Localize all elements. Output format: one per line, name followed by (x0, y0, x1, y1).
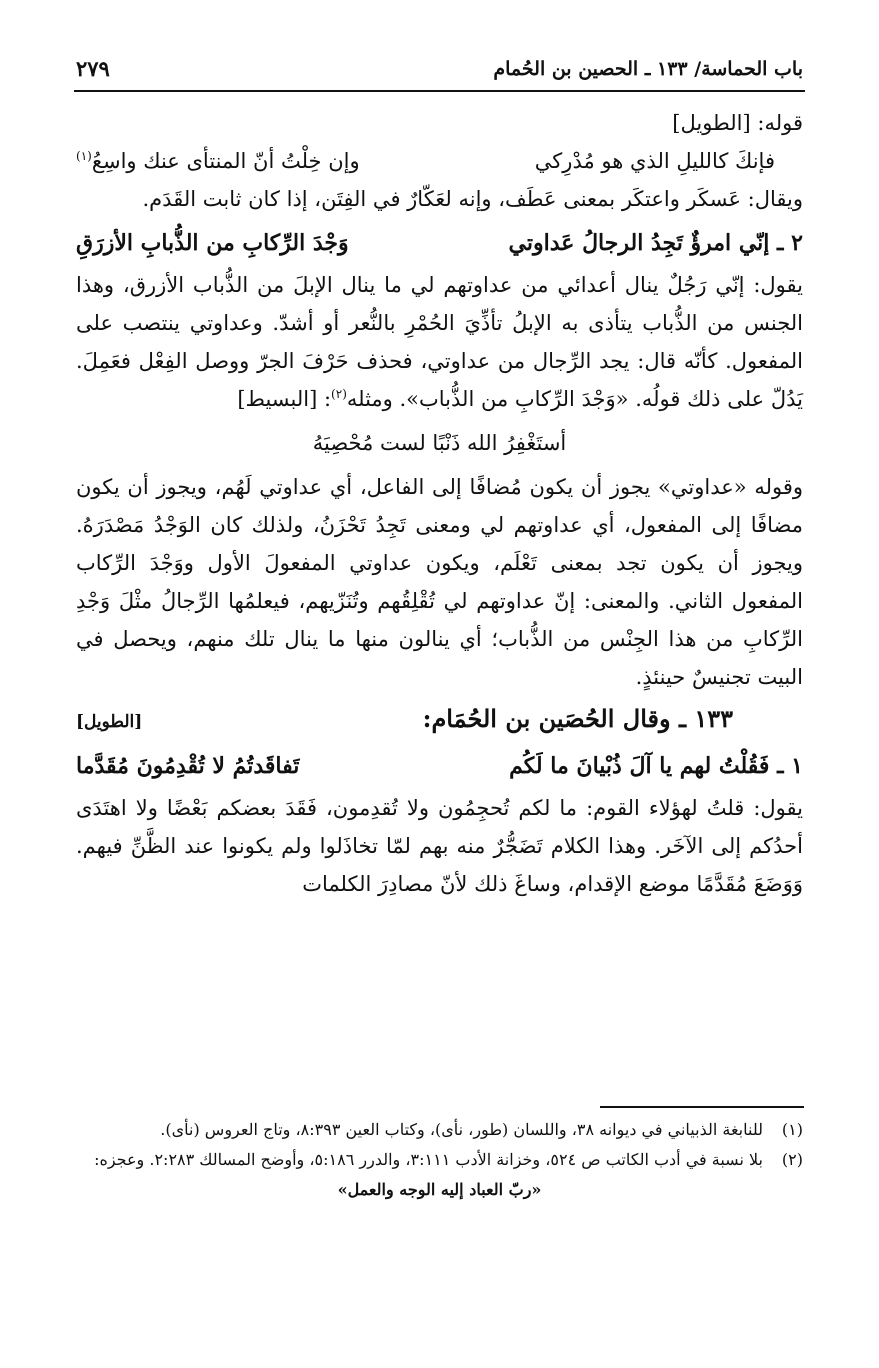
paragraph-3: وقوله «عداوتي» يجوز أن يكون مُضافًا إلى الفاعل، أي عداوتي لَهُم، ويجوز أن يكون مضافًا إلى المفعول، أي عداوتهم لي ومعنى تَجِدُ تَحْزَنُ، ولذلك كان الوَجْدُ مَصْدَرَهُ. ويجوز أن يكون تجد بمعنى تَعْلَم، ويكون عداوتي المفعولَ الأول ووَجْدَ الرِّكاب المفعول الثاني. والمعنى: إنّ عداوتهم لي تُقْلِقُهم وتُنَزّيهم، فيعلمُها الرِّجالُ مثْلَ وَجْدِ الرِّكابِ من هذا الجِنْس من الذُّباب؛ أي ينالون منها ما ينال تلك منهم، ويحصل في البيت تجنيسٌ حينئذٍ. (76, 475, 803, 689)
footnote-ref-2: (٢) (331, 387, 347, 401)
footnote-2 (76, 1148, 803, 1172)
verse-2-right: ٢ ـ إنّي امرؤٌ تَجِدُ الرجالُ عَداوتي (508, 230, 803, 256)
header-rule (74, 90, 805, 92)
verse-3 (76, 747, 803, 785)
footnote-1 (76, 1118, 803, 1142)
footnote-quote: «ربّ العباد إليه الوجه والعمل» (337, 1180, 542, 1199)
paragraph-4: يقول: قلتُ لهؤلاء القوم: ما لكم تُحجِمُون ولا تُقدِمون، فَقَدَ بعضكم بَعْضًا ولا اهتَدَى أحدُكم إلى الآخَر. وهذا الكلام تَضَجُّرٌ منه بهم لمّا تخاذَلوا ولم يكونوا عند الظَّنِّ فيهم. وَوَضَعَ مُقَدَّمًا موضع الإقدام، وساغَ ذلك لأنّ مصادِرَ الكلمات (76, 796, 803, 896)
header-title: باب الحماسة/ ١٣٣ ـ الحصين بن الحُمام (493, 58, 803, 80)
footnote-mark: (٢) (781, 1150, 803, 1169)
footnote-text: بلا نسبة في أدب الكاتب ص ٥٢٤، وخزانة الأدب ٣:١١١، والدرر ٥:١٨٦، وأوضح المسالك ٢:٢٨٣. وعجزه: (94, 1150, 763, 1169)
poem-heading (76, 700, 803, 741)
running-header (76, 50, 803, 90)
poem-meter: [الطويل] (76, 712, 143, 732)
paragraph-2-text: يقول: إنّي رَجُلٌ ينال أعدائي من عداوتهم لي ما ينال الإبلَ من الذُّباب الأزرق، وهذا الجنس من الذُّباب يتأذى به الإبلُ تأذِّيَ الحُمْرِ بالنُّعر أو أشدّ. وعداوتي ينتصب على المفعول. كأنّه قال: يجد الرِّجال من عداوتي، فحذف حَرْفَ الجرّ ووصل الفِعْل فعَمِلَ. يَدُلّ على ذلك قولُه. «وَجْدَ الرِّكابِ من الذُّباب». ومثله (76, 273, 803, 411)
hemistich-left-text: وإن خِلْتُ أنّ المنتأى عنك واسِعُ (91, 149, 360, 173)
page-number: ٢٧٩ (76, 56, 110, 81)
quoted-verse: أستَغْفِرُ الله ذَنْبًا لست مُحْصِيَهُ (312, 431, 567, 455)
verse-3-right: ١ ـ فَقُلْتُ لهم يا آلَ ذُبْيانَ ما لَكُم (509, 753, 803, 779)
footnote-mark: (١) (781, 1120, 803, 1139)
verse-2-left: وَجْدَ الرِّكابِ من الذُّبابِ الأزرَقِ (76, 230, 349, 256)
paragraph-1: ويقال: عَسكَر واعتكَر بمعنى عَطَف، وإنه لعَكّارٌ في الفِتَن، إذا كان ثابت القَدَم. (142, 187, 803, 211)
hemistich-left (76, 142, 360, 180)
verse-2 (76, 224, 803, 262)
poem-title: ١٣٣ ـ وقال الحُصَين بن الحُمَام: (422, 704, 733, 733)
hemistich-right: فإنكَ كالليلِ الذي هو مُدْرِكي (534, 149, 775, 173)
verse-intro (76, 142, 775, 180)
footnote-rule (600, 1106, 804, 1108)
intro-label: قوله: [الطويل] (672, 111, 803, 135)
paragraph-2-end: : [البسيط] (237, 387, 332, 411)
footnotes (76, 1118, 803, 1202)
footnote-ref-1: (١) (76, 149, 92, 163)
paragraph-2 (76, 266, 803, 418)
main-text (76, 104, 803, 903)
verse-3-left: تَفاقَدتُمُ لا تُقْدِمُونَ مُقَدَّما (76, 753, 300, 779)
footnote-text: للنابغة الذبياني في ديوانه ٣٨، واللسان (طور، نأى)، وكتاب العين ٨:٣٩٣، وتاج العروس (نأى). (160, 1120, 763, 1139)
